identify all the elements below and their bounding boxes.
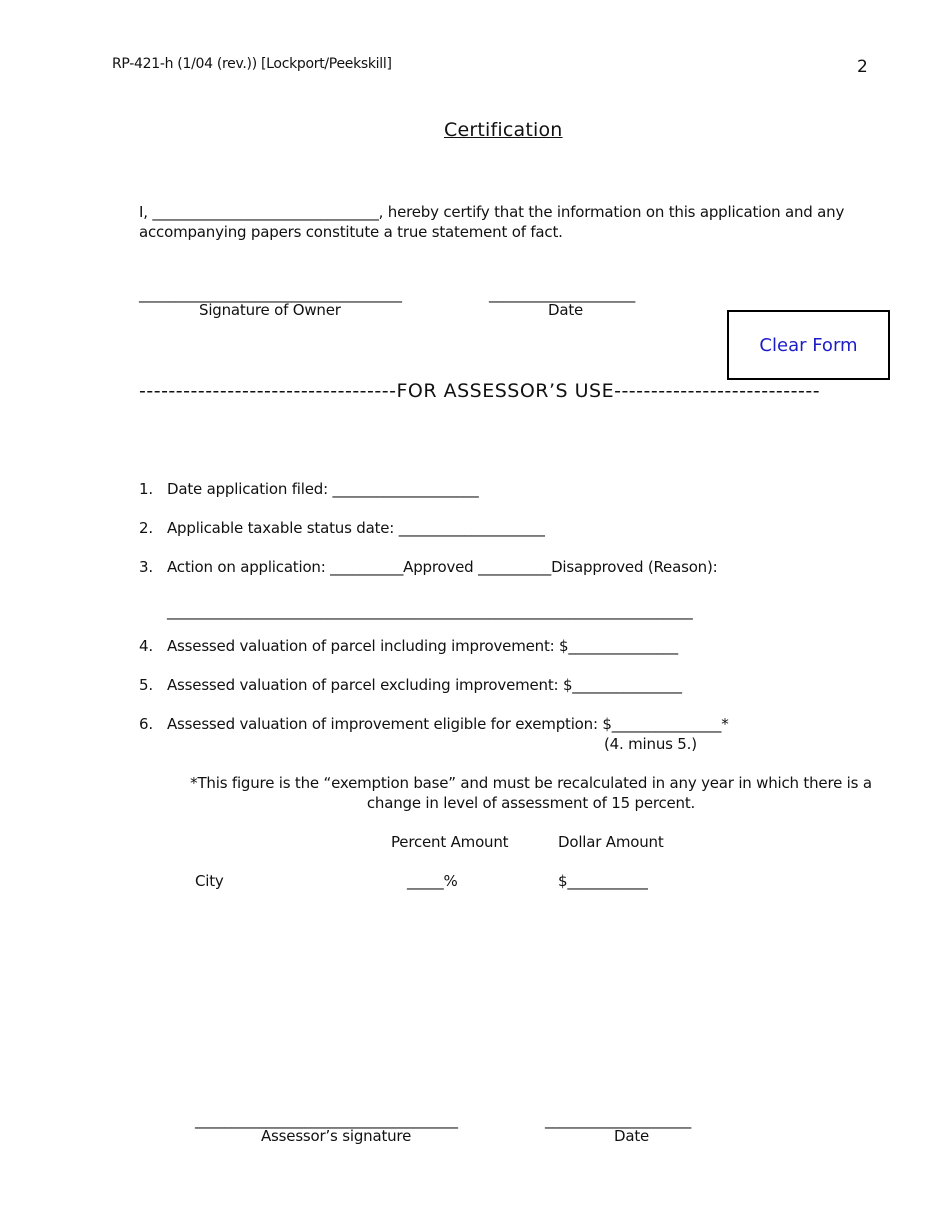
owner-signature-line: ____________________________________ [139,285,402,303]
item-3-number: 3. [139,558,153,576]
assessor-use-heading: -----------------------------------FOR ASSESSOR’S USE---------------------------- [139,380,821,402]
owner-signature-label: Signature of Owner [199,301,341,319]
item-1-date-filed: Date application filed: ____________________ [167,480,479,498]
footnote-line1: *This figure is the “exemption base” and must be recalculated in any year in which there is a [190,774,872,792]
item-6-number: 6. [139,715,153,733]
item-6-valuation-eligible: Assessed valuation of improvement eligible for exemption: $_______________* [167,715,729,733]
owner-date-label: Date [548,301,584,319]
item-5-valuation-excluding: Assessed valuation of parcel excluding improvement: $_______________ [167,676,682,694]
item-4-valuation-including: Assessed valuation of parcel including improvement: $_______________ [167,637,678,655]
item-4-number: 4. [139,637,153,655]
owner-date-line: ____________________ [489,285,636,303]
page-number: 2 [857,57,868,77]
assessor-date-label: Date [614,1127,650,1145]
dollar-amount-header: Dollar Amount [558,833,664,851]
item-3-reason-line: ________________________________________________________________________ [167,602,693,620]
clear-form-button[interactable]: Clear Form [727,310,890,380]
item-2-taxable-status-date: Applicable taxable status date: ____________________ [167,519,545,537]
item-3-action-on-application: Action on application: __________Approved __________Disapproved (Reason): [167,558,718,576]
city-percent-field: _____% [407,872,458,890]
item-6-note: (4. minus 5.) [604,735,697,753]
assessor-signature-line: ____________________________________ [195,1111,458,1129]
footnote-line2: change in level of assessment of 15 percent. [366,794,696,812]
form-id: RP-421-h (1/04 (rev.)) [Lockport/Peekskill] [112,56,392,72]
item-1-number: 1. [139,480,153,498]
percent-amount-header: Percent Amount [391,833,509,851]
certification-title: Certification [444,119,563,141]
certification-statement-line1: I, _______________________________, hereby certify that the information on this application and any [139,203,845,221]
certification-statement-line2: accompanying papers constitute a true statement of fact. [139,223,563,241]
assessor-signature-label: Assessor’s signature [261,1127,412,1145]
city-dollar-field: $___________ [558,872,648,890]
item-5-number: 5. [139,676,153,694]
item-2-number: 2. [139,519,153,537]
city-label: City [195,872,224,890]
assessor-date-line: ____________________ [545,1111,692,1129]
